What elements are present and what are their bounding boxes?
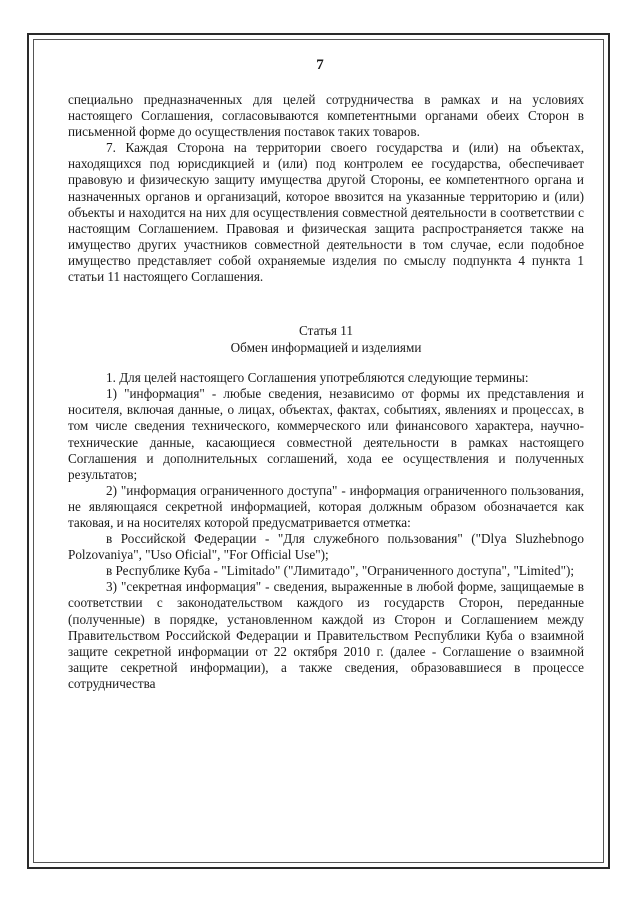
article-heading: Статья 11 (299, 323, 353, 339)
paragraph-marking-russia: в Российской Федерации - "Для служебного пользования" ("Dlya Sluzhebnogo Polzovaniya", "Uso Oficial", "For Official Use"); (68, 531, 584, 563)
article-subheading: Обмен информацией и изделиями (230, 340, 422, 356)
paragraph-clause-7: 7. Каждая Сторона на территории своего государства и (или) на объектах, находящихся под юрисдикцией и (или) под контролем ее государства, обеспечивает правовую и физическую защиту имущества другой Стороны, ее компетентного органа и назначенных органов и организаций, которое ввозится на указанные территорию и (или) объекты и находится на них для осуществления совместной деятельности в соответствии с настоящим Соглашением. Правовая и физическая защита распространяется также на имущество других участников совместной деятельности в том случае, если подобное имущество представляет собой охраняемые изделия по смыслу подпункта 4 пункта 1 статьи 11 настоящего Соглашения. (68, 140, 584, 285)
paragraph-marking-cuba: в Республике Куба - "Limitado" ("Лимитадо", "Ограниченного доступа", "Limited"); (106, 563, 575, 579)
paragraph-continuation: специально предназначенных для целей сотрудничества в рамках и на условиях настоящего Соглашения, согласовываются компетентными органами обеих Сторон в письменной форме до осуществления поставок таких товаров. (68, 92, 584, 140)
paragraph-terms-intro: 1. Для целей настоящего Соглашения употребляются следующие термины: (106, 370, 529, 386)
document-body (68, 92, 584, 692)
paragraph-term-information: 1) "информация" - любые сведения, независимо от формы их представления и носителя, включая данные, о лицах, объектах, фактах, событиях, явлениях и процессах, в том числе сведения технического, коммерческого или финансового характера, научно-технические данные, касающиеся совместной деятельности в рамках настоящего Соглашения и дополнительных соглашений, хода ее осуществления и полученных результатов; (68, 386, 584, 482)
paragraph-term-secret-information: 3) "секретная информация" - сведения, выраженные в любой форме, защищаемые в соответствии с законодательством каждого из государств Сторон, переданные (полученные) в порядке, установленном каждой из Сторон и Соглашением между Правительством Российской Федерации и Правительством Республики Куба о взаимной защите секретной информации от 22 октября 2010 г. (далее - Соглашение о взаимной защите секретной информации), а также сведения, образовавшиеся в процессе сотрудничества (68, 579, 584, 691)
paragraph-term-restricted-information: 2) "информация ограниченного доступа" - информация ограниченного пользования, не являющаяся секретной информацией, которая должным образом обозначается как таковая, и на носителях которой предусматривается отметка: (68, 482, 584, 530)
page-number: 7 (316, 57, 324, 73)
